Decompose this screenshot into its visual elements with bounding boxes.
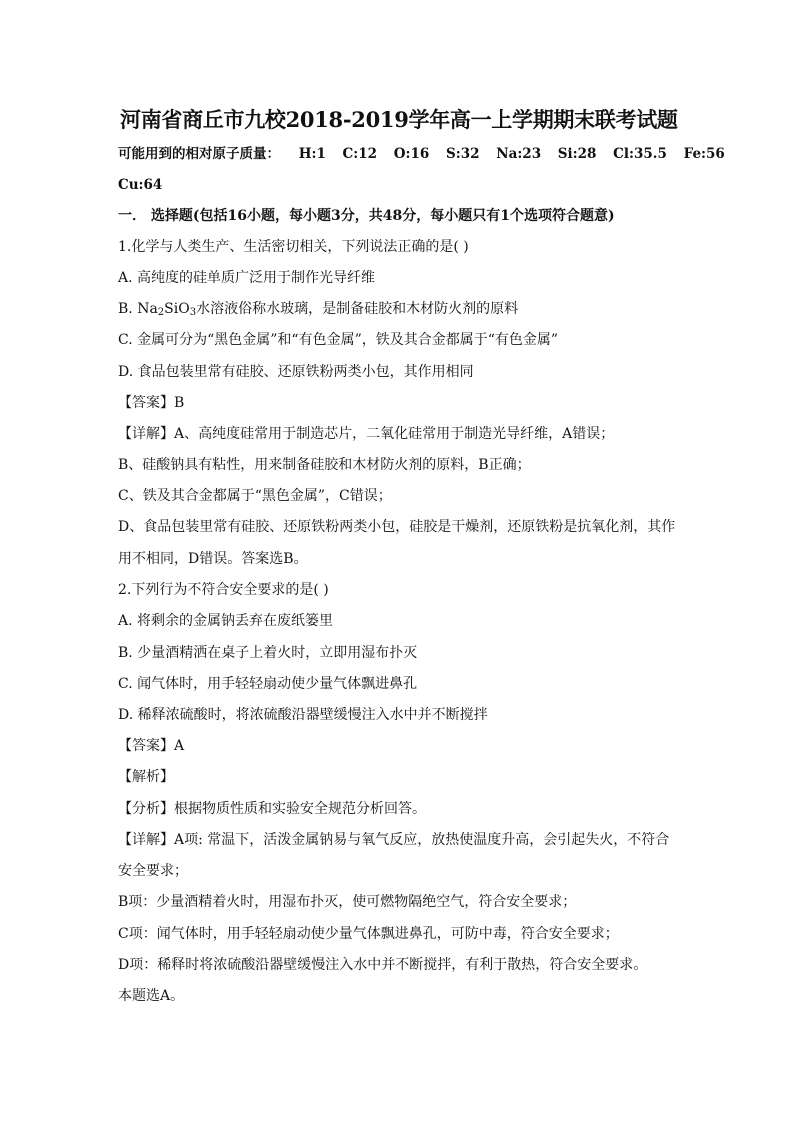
atomic-mass-h: H:1 — [298, 146, 326, 162]
q1-option-b-sub1: 2 — [157, 307, 165, 318]
q1-option-b-suffix: 水溶液俗称水玻璃，是制备硅胶和木材防火剂的原料 — [196, 301, 519, 317]
q2-option-c: C. 闻气体时，用手轻轻扇动使少量气体飘进鼻孔 — [118, 676, 418, 692]
section-heading: 一． 选择题(包括16小题，每小题3分，共48分，每小题只有1个选项符合题意) — [118, 208, 615, 224]
atomic-mass-cu: Cu:64 — [118, 177, 163, 193]
q1-detail-5: 用不相同，D错误。答案选B。 — [118, 551, 308, 567]
atomic-mass-c: C:12 — [342, 146, 378, 162]
q2-analyze: 【分析】根据物质性质和实验安全规范分析回答。 — [118, 801, 426, 817]
q1-stem: 1.化学与人类生产、生活密切相关，下列说法正确的是( ) — [118, 239, 469, 255]
atomic-mass-cl: Cl:35.5 — [613, 146, 667, 162]
q2-option-a: A. 将剩余的金属钠丢弃在废纸篓里 — [118, 613, 334, 629]
q2-answer: 【答案】A — [118, 738, 185, 754]
q1-option-b-prefix: B. Na — [118, 301, 158, 317]
q1-option-c: C. 金属可分为“黑色金属”和“有色金属”，铁及其合金都属于“有色金属” — [118, 332, 559, 348]
q2-detail-4: C项：闻气体时，用手轻轻扇动使少量气体飘进鼻孔，可防中毒，符合安全要求； — [118, 926, 619, 942]
q1-detail-2: B、硅酸钠具有粘性，用来制备硅胶和木材防火剂的原料，B正确； — [118, 457, 531, 473]
atomic-mass-line — [118, 144, 737, 164]
q1-detail-4: D、食品包装里常有硅胶、还原铁粉两类小包，硅胶是干燥剂，还原铁粉是抗氧化剂，其作 — [118, 519, 676, 535]
q2-detail-5: D项：稀释时将浓硫酸沿器壁缓慢注入水中并不断搅拌，有利于散热，符合安全要求。 — [118, 957, 648, 973]
q1-option-d: D. 食品包装里常有硅胶、还原铁粉两类小包，其作用相同 — [118, 364, 474, 380]
q2-detail-3: B项：少量酒精着火时，用湿布扑灭，使可燃物隔绝空气，符合安全要求； — [118, 894, 577, 910]
q1-option-b — [118, 299, 518, 319]
atomic-mass-fe: Fe:56 — [683, 146, 725, 162]
q2-stem: 2.下列行为不符合安全要求的是( ) — [118, 582, 329, 598]
atomic-mass-si: Si:28 — [557, 146, 597, 162]
atomic-mass-o: O:16 — [393, 146, 430, 162]
q2-detail-2: 安全要求； — [118, 863, 188, 879]
q1-detail-3: C、铁及其合金都属于“黑色金属”，C错误； — [118, 488, 392, 504]
page-title: 河南省商丘市九校2018-2019学年高一上学期期末联考试题 — [120, 107, 678, 132]
q2-conclusion: 本题选A。 — [118, 988, 185, 1004]
q2-detail-1: 【详解】A项: 常温下，活泼金属钠易与氧气反应，放热使温度升高，会引起失火，不符合 — [118, 832, 670, 848]
q2-option-b: B. 少量酒精洒在桌子上着火时，立即用湿布扑灭 — [118, 645, 418, 661]
q2-analysis: 【解析】 — [118, 769, 174, 785]
atomic-mass-label: 可能用到的相对原子质量： — [118, 146, 280, 162]
atomic-mass-s: S:32 — [446, 146, 480, 162]
q1-option-b-sub2: 3 — [189, 307, 197, 318]
q1-answer: 【答案】B — [118, 395, 185, 411]
q1-option-b-mid: SiO — [164, 301, 190, 317]
q2-option-d: D. 稀释浓硫酸时，将浓硫酸沿器壁缓慢注入水中并不断搅拌 — [118, 707, 488, 723]
q1-option-a: A. 高纯度的硅单质广泛用于制作光导纤维 — [118, 270, 376, 286]
atomic-mass-na: Na:23 — [496, 146, 542, 162]
q1-detail-1: 【详解】A、高纯度硅常用于制造芯片，二氧化硅常用于制造光导纤维，A错误； — [118, 426, 615, 442]
